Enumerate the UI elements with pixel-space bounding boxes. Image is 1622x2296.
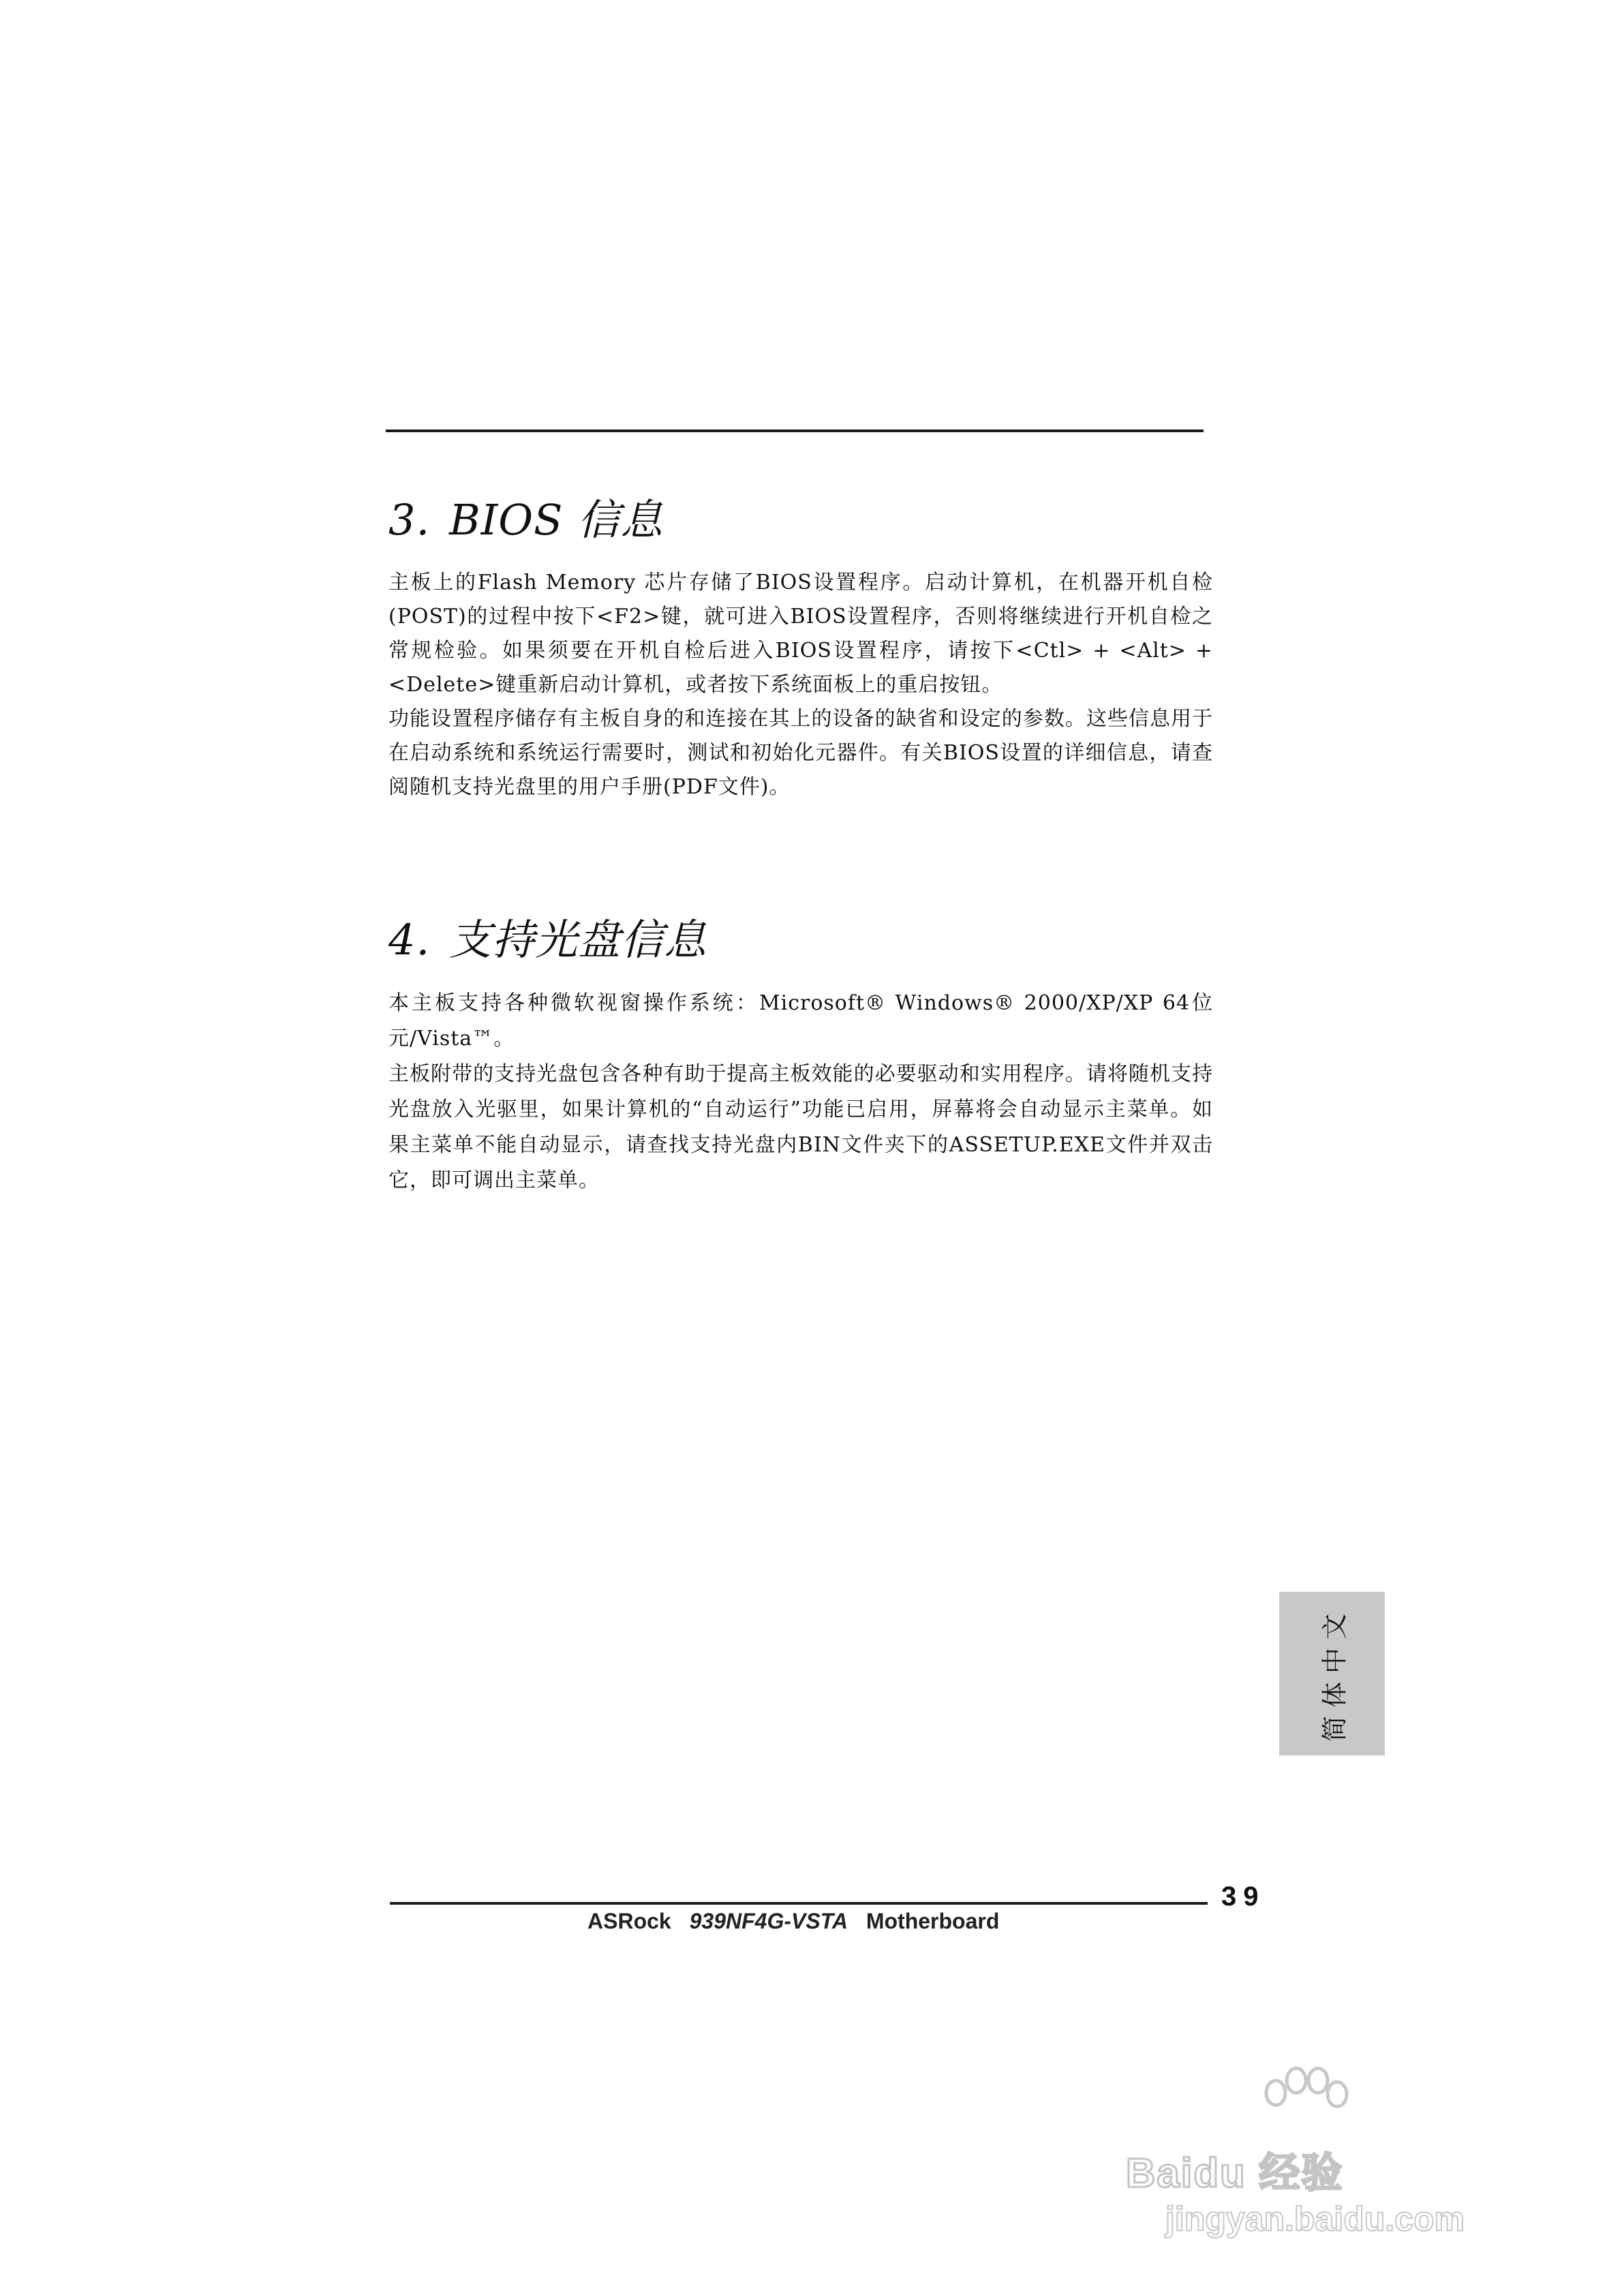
section-title: BIOS 信息 [449,495,664,545]
section-number: 3. [388,495,431,545]
footer-brand: ASRock [587,1909,671,1933]
footer-model: 939NF4G-VSTA [689,1909,848,1933]
paragraph: 本主板支持各种微软视窗操作系统：Microsoft® Windows® 2000/XP/XP 64位元/Vista™。 [388,991,1213,1051]
watermark-url: jingyan.baidu.com [1165,2200,1465,2238]
paragraph: 主板附带的支持光盘包含各种有助于提高主板效能的必要驱动和实用程序。请将随机支持光盘放入光驱里，如果计算机的“自动运行”功能已启用，屏幕将会自动显示主菜单。如果主菜单不能自动显示，请查找支持光盘内BIN文件夹下的ASSETUP.EXE文件并双击它，即可调出主菜单。 [388,1062,1213,1192]
section-title: 支持光盘信息 [449,915,707,965]
language-tab-label: 简体中文 [1319,1605,1349,1742]
page-number: 39 [1221,1882,1266,1912]
footer-divider [390,1902,1208,1905]
section-bios-info [388,492,1213,804]
watermark-logo-text: Baidu 经验 [1126,2150,1344,2196]
section-heading [388,912,1213,968]
section-heading [388,492,1213,548]
top-divider [386,429,1204,432]
paragraph: 主板上的Flash Memory 芯片存储了BIOS设置程序。启动计算机，在机器开机自检(POST)的过程中按下<F2>键，就可进入BIOS设置程序，否则将继续进行开机自检之常规检验。如果须要在开机自检后进入BIOS设置程序，请按下<Ctl> + <Alt> + <Delete>键重新启动计算机，或者按下系统面板上的重启按钮。 [388,571,1213,697]
section-number: 4. [388,915,431,965]
footer-product: Motherboard [866,1909,1000,1933]
paragraph: 功能设置程序储存有主板自身的和连接在其上的设备的缺省和设定的参数。这些信息用于在启动系统和系统运行需要时，测试和初始化元器件。有关BIOS设置的详细信息，请查阅随机支持光盘里的用户手册(PDF文件)。 [388,707,1213,799]
baidu-paw-watermark-icon [1255,2066,1351,2134]
section-support-cd-info [388,912,1213,1198]
language-side-tab [1279,1592,1385,1755]
footer-product-line [587,1909,999,1934]
